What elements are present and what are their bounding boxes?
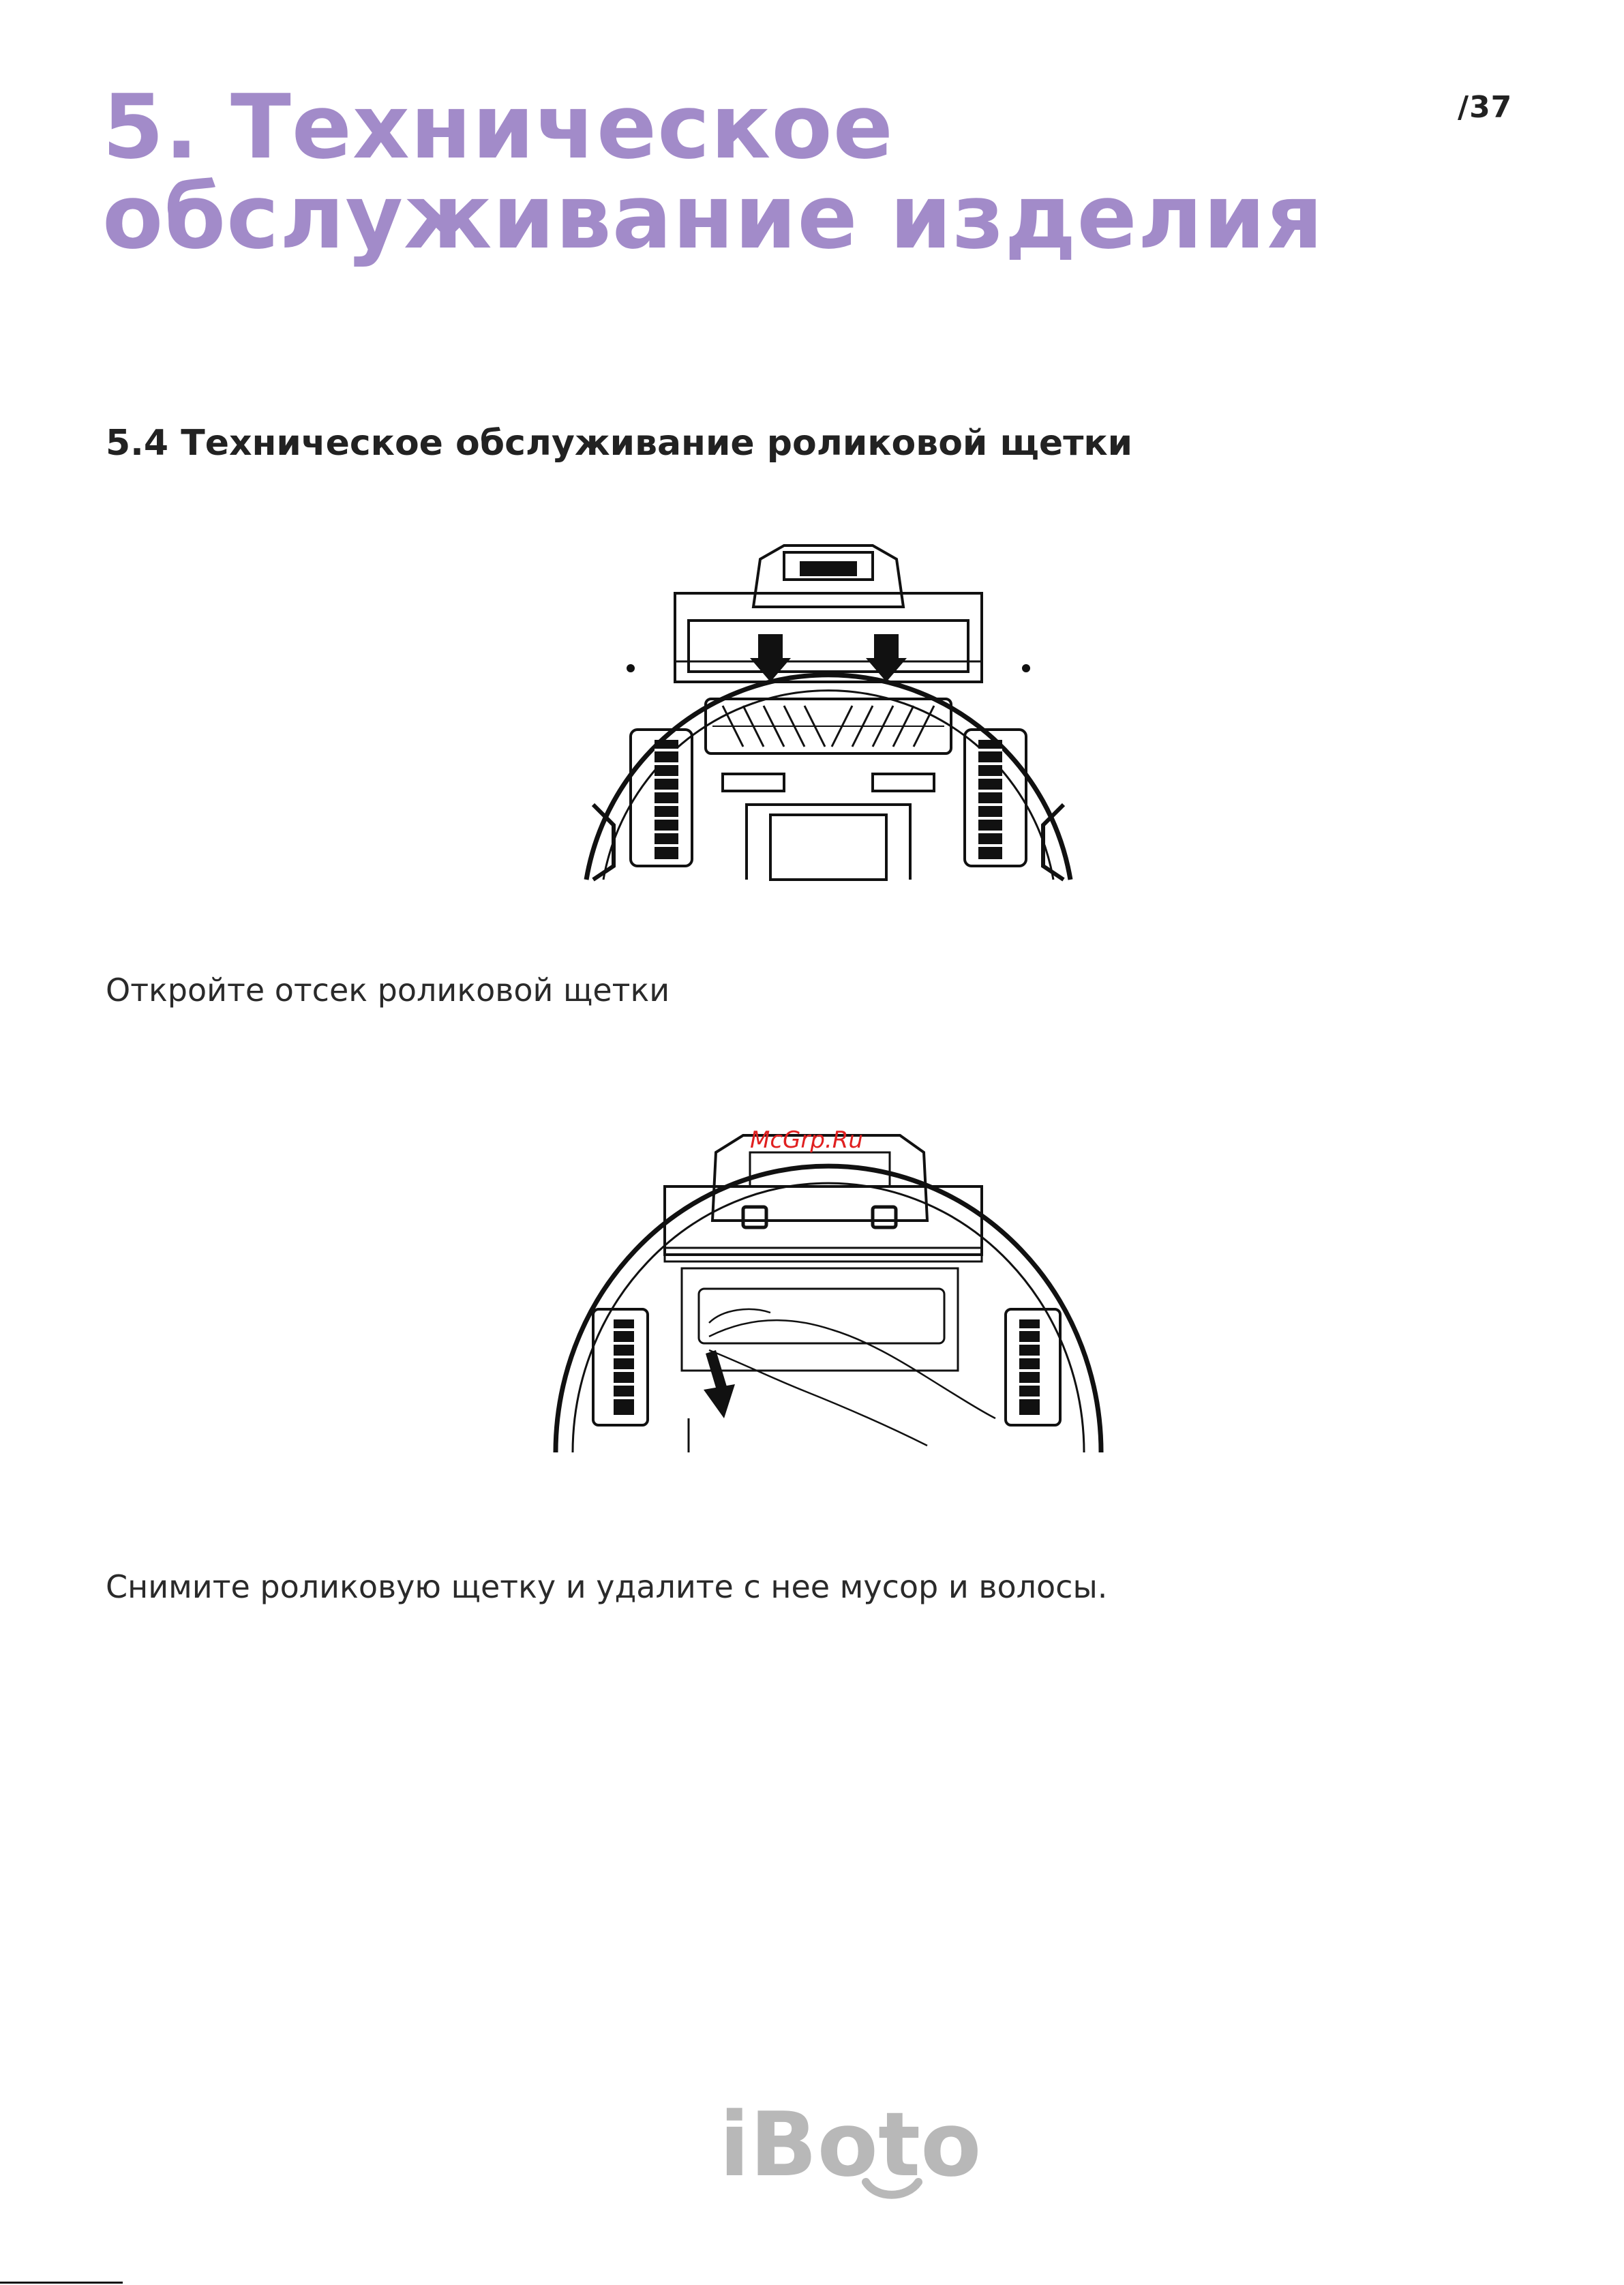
section-title: 5.4 Техническое обслуживание роликовой щетки [106, 423, 1133, 464]
watermark: McGrp.Ru [750, 1126, 863, 1154]
page-number: /37 [1458, 90, 1513, 125]
svg-text:iBoto: iBoto [719, 2093, 982, 2196]
step2-caption: Снимите роликовую щетку и удалите с нее мусор и волосы. [106, 1568, 1108, 1605]
footer-rule [0, 2282, 123, 2284]
step1-caption: Откройте отсек роликовой щетки [106, 972, 670, 1009]
brush-removal-illustration [545, 1091, 1111, 1459]
robot-bottom-illustration [566, 539, 1091, 886]
chapter-title: 5. Техническое обслуживание изделия [102, 75, 1324, 269]
iboto-logo [719, 2093, 982, 2206]
